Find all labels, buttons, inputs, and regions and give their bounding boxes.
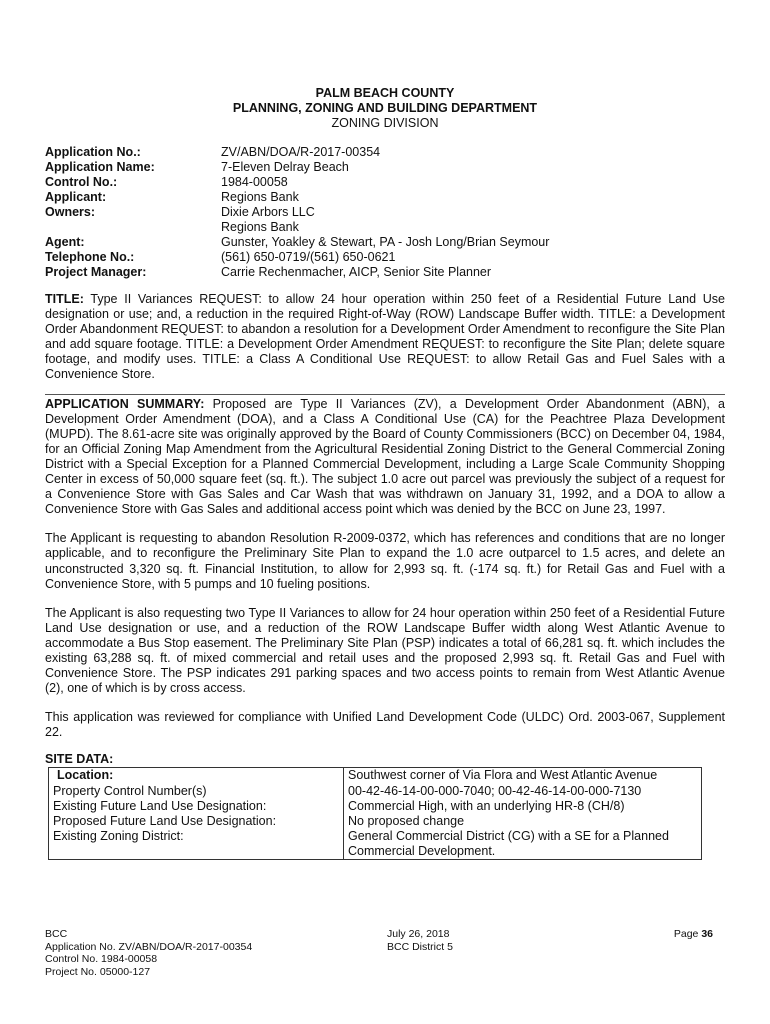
info-row — [45, 250, 725, 265]
site-value: Commercial High, with an underlying HR-8 (CH/8) — [344, 799, 702, 814]
footer-application-no: Application No. ZV/ABN/DOA/R-2017-00354 — [45, 940, 253, 953]
info-label: Control No.: — [45, 175, 118, 189]
site-value: Southwest corner of Via Flora and West Atlantic Avenue — [344, 768, 702, 784]
department-name: PLANNING, ZONING AND BUILDING DEPARTMENT — [232, 101, 538, 115]
site-label: Existing Future Land Use Designation: — [49, 799, 344, 814]
info-label: Project Manager: — [45, 265, 147, 279]
summary-text: Proposed are Type II Variances (ZV), a Development Order Abandonment (ABN), a Development Order Amendment (DOA), and a Class A Conditional Use (CA) for the Peachtree Plaza Development (MUPD). The 8.61-acre site was originally approved by the Board of County Commissioners (BCC) on December 04, 1984, for an Official Zoning Map Amendment from the Agricultural Residential Zoning District to the General Commercial Zoning District with a Special Exception for a Planned Commercial Development, including a Large Scale Community Shopping Center in excess of 50,000 square feet (sq. ft.). The subject 1.0 acre out parcel was previously the subject of a request for a Convenience Store with Gas Sales and Car Wash that was withdrawn on January 31, 1992, and a DOA to allow a Convenience Store with Gas Sales and additional access point which was denied by the BCC on June 23, 1997. — [45, 396, 725, 517]
site-value: 00-42-46-14-00-000-7040; 00-42-46-14-00-000-7130 — [344, 784, 702, 799]
info-row — [45, 175, 725, 190]
info-value: Regions Bank — [221, 190, 299, 204]
footer-board: BCC — [45, 928, 68, 940]
info-row — [45, 265, 725, 280]
site-label: Property Control Number(s) — [49, 784, 344, 799]
paragraph-abandonment: The Applicant is requesting to abandon Resolution R-2009-0372, which has references and conditions that are no longer applicable, and to reconfigure the Preliminary Site Plan to expand the 1.0 acre outparcel to 1.5 acres, and delete an unconstructed 3,320 sq. ft. Financial Institution, to allow for 2,993 sq. ft. (-174 sq. ft.) for Retail Gas and Fuel with a Convenience Store, with 5 pumps and 10 fueling positions. — [45, 531, 725, 591]
site-value: General Commercial District (CG) with a SE for a Planned Commercial Development. — [344, 829, 702, 860]
info-row — [45, 205, 725, 220]
footer-project-no: Project No. 05000-127 — [45, 965, 151, 978]
paragraph-compliance: This application was reviewed for compliance with Unified Land Development Code (ULDC) Ord. 2003-067, Supplement 22. — [45, 710, 725, 740]
title-label: TITLE: — [45, 292, 84, 306]
footer-control-no: Control No. 1984-00058 — [45, 953, 158, 965]
site-label: Location: — [49, 768, 344, 784]
paragraph-variances: The Applicant is also requesting two Type II Variances to allow for 24 hour operation within 250 feet of a Residential Future Land Use designation or use, and a reduction of the ROW Landscape Buffer width along West Atlantic Avenue to accommodate a Bus Stop easement. The Preliminary Site Plan (PSP) indicates a total of 66,281 sq. ft. which includes the existing 63,288 sq. ft. of mixed commercial and retail uses and the proposed 2,993 sq. ft. Retail Gas and Fuel with Convenience Store. The PSP indicates 291 parking spaces and two access points to remain from West Atlantic Avenue (2), one of which is by cross access. — [45, 605, 725, 696]
info-row — [45, 220, 725, 235]
footer-date: July 26, 2018 — [387, 928, 450, 940]
application-summary — [45, 394, 725, 518]
site-value: No proposed change — [344, 814, 702, 829]
summary-label: APPLICATION SUMMARY: — [45, 396, 205, 411]
info-label: Agent: — [45, 235, 85, 249]
info-value: 1984-00058 — [221, 175, 288, 189]
info-value: Dixie Arbors LLC — [221, 205, 315, 219]
division-name: ZONING DIVISION — [331, 116, 439, 130]
table-row — [49, 768, 702, 784]
site-label: Existing Zoning District: — [49, 829, 344, 860]
table-row — [49, 829, 702, 860]
site-data-heading: SITE DATA: — [45, 752, 114, 767]
info-label: Owners: — [45, 205, 96, 219]
info-value: ZV/ABN/DOA/R-2017-00354 — [221, 145, 381, 159]
info-row — [45, 190, 725, 205]
info-value: Regions Bank — [221, 220, 299, 234]
document-page — [45, 86, 725, 860]
table-row — [49, 784, 702, 799]
info-label — [45, 220, 221, 235]
info-value: 7-Eleven Delray Beach — [221, 160, 349, 174]
footer-district: BCC District 5 — [387, 940, 453, 953]
info-row — [45, 235, 725, 250]
info-row — [45, 160, 725, 175]
application-info — [45, 145, 725, 280]
info-value: Carrie Rechenmacher, AICP, Senior Site Planner — [221, 265, 492, 279]
table-row — [49, 814, 702, 829]
info-label: Application No.: — [45, 145, 141, 159]
page-number: 36 — [701, 928, 713, 940]
county-name: PALM BEACH COUNTY — [315, 86, 455, 100]
info-value: Gunster, Yoakley & Stewart, PA - Josh Long/Brian Seymour — [221, 235, 550, 249]
site-data-table — [48, 767, 702, 860]
page-label: Page — [673, 928, 702, 940]
info-label: Telephone No.: — [45, 250, 135, 264]
info-label: Applicant: — [45, 190, 107, 204]
info-row — [45, 145, 725, 160]
info-value: (561) 650-0719/(561) 650-0621 — [221, 250, 396, 264]
table-row — [49, 799, 702, 814]
footer-left — [45, 928, 252, 978]
document-header — [45, 86, 725, 131]
title-text: Type II Variances REQUEST: to allow 24 hour operation within 250 feet of a Residential Future Land Use designation or use; and, a reduction in the required Right-of-Way (ROW) Landscape Buffer width. TITLE: a Development Order Abandonment REQUEST: to abandon a resolution for a Development Order Amendment to reconfigure the Site Plan and add square footage. TITLE: a Development Order Amendment REQUEST: to reconfigure the Site Plan; delete square footage, and modify uses. TITLE: a Class A Conditional Use REQUEST: to allow Retail Gas and Fuel Sales with a Convenience Store. — [45, 292, 725, 382]
footer-page — [674, 928, 713, 941]
site-label: Proposed Future Land Use Designation: — [49, 814, 344, 829]
footer-middle — [387, 928, 453, 953]
info-label: Application Name: — [45, 160, 155, 174]
title-section — [45, 292, 725, 383]
